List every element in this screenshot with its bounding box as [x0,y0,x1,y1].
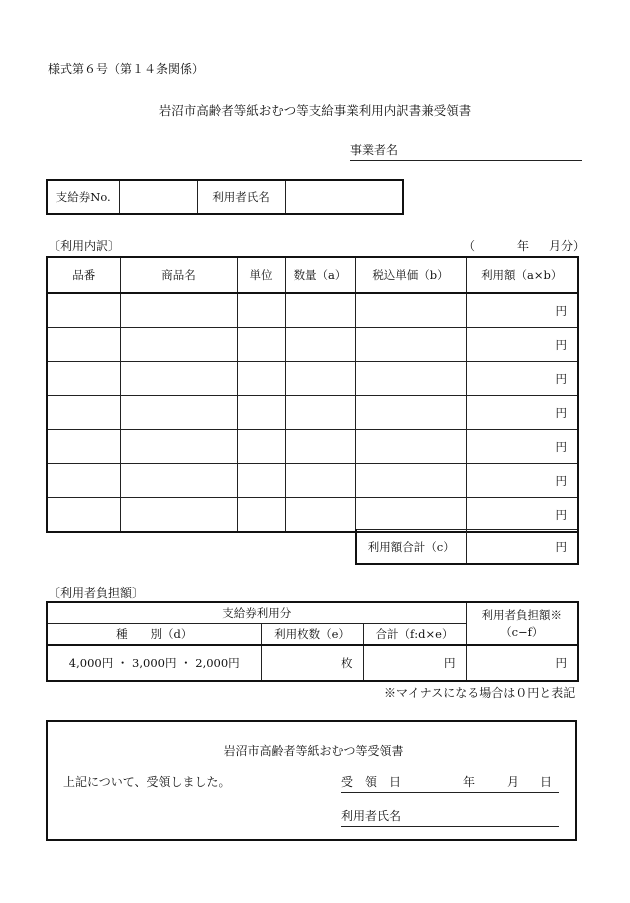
voucher-table [46,179,404,215]
amount-cell[interactable]: 円 [466,430,578,464]
header-amount: 利用額（a×b） [466,257,578,293]
unit-price-cell[interactable] [355,362,466,396]
unit-price-cell[interactable] [355,328,466,362]
user-name-label: 利用者氏名 [197,180,285,214]
product-name-cell[interactable] [120,396,237,430]
count-header: 利用枚数（e） [261,624,363,646]
period-year-label: 年 [517,239,530,253]
item-no-cell[interactable] [47,430,120,464]
amount-cell[interactable]: 円 [466,396,578,430]
quantity-cell[interactable] [285,430,355,464]
voucher-no-field[interactable] [119,180,197,214]
unit-cell[interactable] [237,293,285,328]
receipt-user-name-field[interactable] [341,807,559,827]
item-no-cell[interactable] [47,396,120,430]
item-no-cell[interactable] [47,362,120,396]
header-quantity: 数量（a） [285,257,355,293]
table-row [47,362,578,396]
header-unit: 単位 [237,257,285,293]
receipt-year-label: 年 [463,775,476,789]
user-name-field[interactable] [285,180,403,214]
header-unit-price: 税込単価（b） [355,257,466,293]
product-name-cell[interactable] [120,293,237,328]
voucher-sum-cell[interactable]: 円 [363,645,466,681]
receipt-box [46,720,577,841]
sum-header: 合計（f:d×e） [363,624,466,646]
quantity-cell[interactable] [285,396,355,430]
table-row [47,498,578,533]
unit-cell[interactable] [237,328,285,362]
type-header: 種 別（d） [47,624,261,646]
header-product-name: 商品名 [120,257,237,293]
receipt-day-label: 日 [540,775,553,789]
minus-note: ※マイナスになる場合は０円と表記 [384,686,576,700]
business-name-label: 事業者名 [350,143,399,157]
receipt-user-name-label: 利用者氏名 [341,809,402,823]
table-row [47,464,578,498]
unit-cell[interactable] [237,396,285,430]
unit-price-cell[interactable] [355,430,466,464]
table-row [47,430,578,464]
breakdown-section-label: 〔利用内訳〕 [48,239,121,253]
business-name-field[interactable] [350,141,582,161]
period-open: （ [463,239,476,253]
total-label: 利用額合計（c） [356,530,466,565]
unit-price-cell[interactable] [355,396,466,430]
amount-cell[interactable]: 円 [466,293,578,328]
user-burden-header: 利用者負担額※（c−f） [466,602,578,645]
product-name-cell[interactable] [120,362,237,396]
amount-cell[interactable]: 円 [466,464,578,498]
unit-price-cell[interactable] [355,464,466,498]
item-no-cell[interactable] [47,498,120,533]
quantity-cell[interactable] [285,498,355,533]
voucher-count-cell[interactable]: 枚 [261,645,363,681]
burden-table [46,601,579,682]
item-no-cell[interactable] [47,464,120,498]
voucher-no-label: 支給券No. [47,180,119,214]
table-row [47,328,578,362]
unit-cell[interactable] [237,464,285,498]
amount-cell[interactable]: 円 [466,328,578,362]
period-month-label: 月分） [549,239,586,253]
unit-cell[interactable] [237,498,285,533]
total-table [355,529,579,565]
quantity-cell[interactable] [285,328,355,362]
unit-cell[interactable] [237,430,285,464]
breakdown-table [46,256,579,533]
item-no-cell[interactable] [47,293,120,328]
unit-price-cell[interactable] [355,498,466,533]
receipt-date-label: 受 領 日 [341,775,402,789]
product-name-cell[interactable] [120,464,237,498]
receipt-date-field[interactable] [341,773,559,793]
quantity-cell[interactable] [285,464,355,498]
document-title: 岩沼市高齢者等紙おむつ等支給事業利用内訳書兼受領書 [158,103,472,118]
quantity-cell[interactable] [285,362,355,396]
amount-cell[interactable]: 円 [466,362,578,396]
unit-price-cell[interactable] [355,293,466,328]
product-name-cell[interactable] [120,328,237,362]
table-row [47,293,578,328]
receipt-title: 岩沼市高齢者等紙おむつ等受領書 [223,744,404,758]
item-no-cell[interactable] [47,328,120,362]
product-name-cell[interactable] [120,430,237,464]
amount-cell[interactable]: 円 [466,498,578,533]
unit-cell[interactable] [237,362,285,396]
breakdown-header-row [47,257,578,293]
form-number: 様式第６号（第１４条関係） [48,62,205,76]
table-row [47,396,578,430]
receipt-text: 上記について、受領しました。 [63,775,231,789]
user-burden-cell[interactable]: 円 [466,645,578,681]
quantity-cell[interactable] [285,293,355,328]
header-item-no: 品番 [47,257,120,293]
total-amount-cell[interactable]: 円 [466,530,578,565]
product-name-cell[interactable] [120,498,237,533]
voucher-usage-header: 支給券利用分 [47,602,466,624]
receipt-month-label: 月 [507,775,520,789]
voucher-types-value: 4,000円 ・ 3,000円 ・ 2,000円 [47,645,261,681]
burden-section-label: 〔利用者負担額〕 [48,586,145,600]
